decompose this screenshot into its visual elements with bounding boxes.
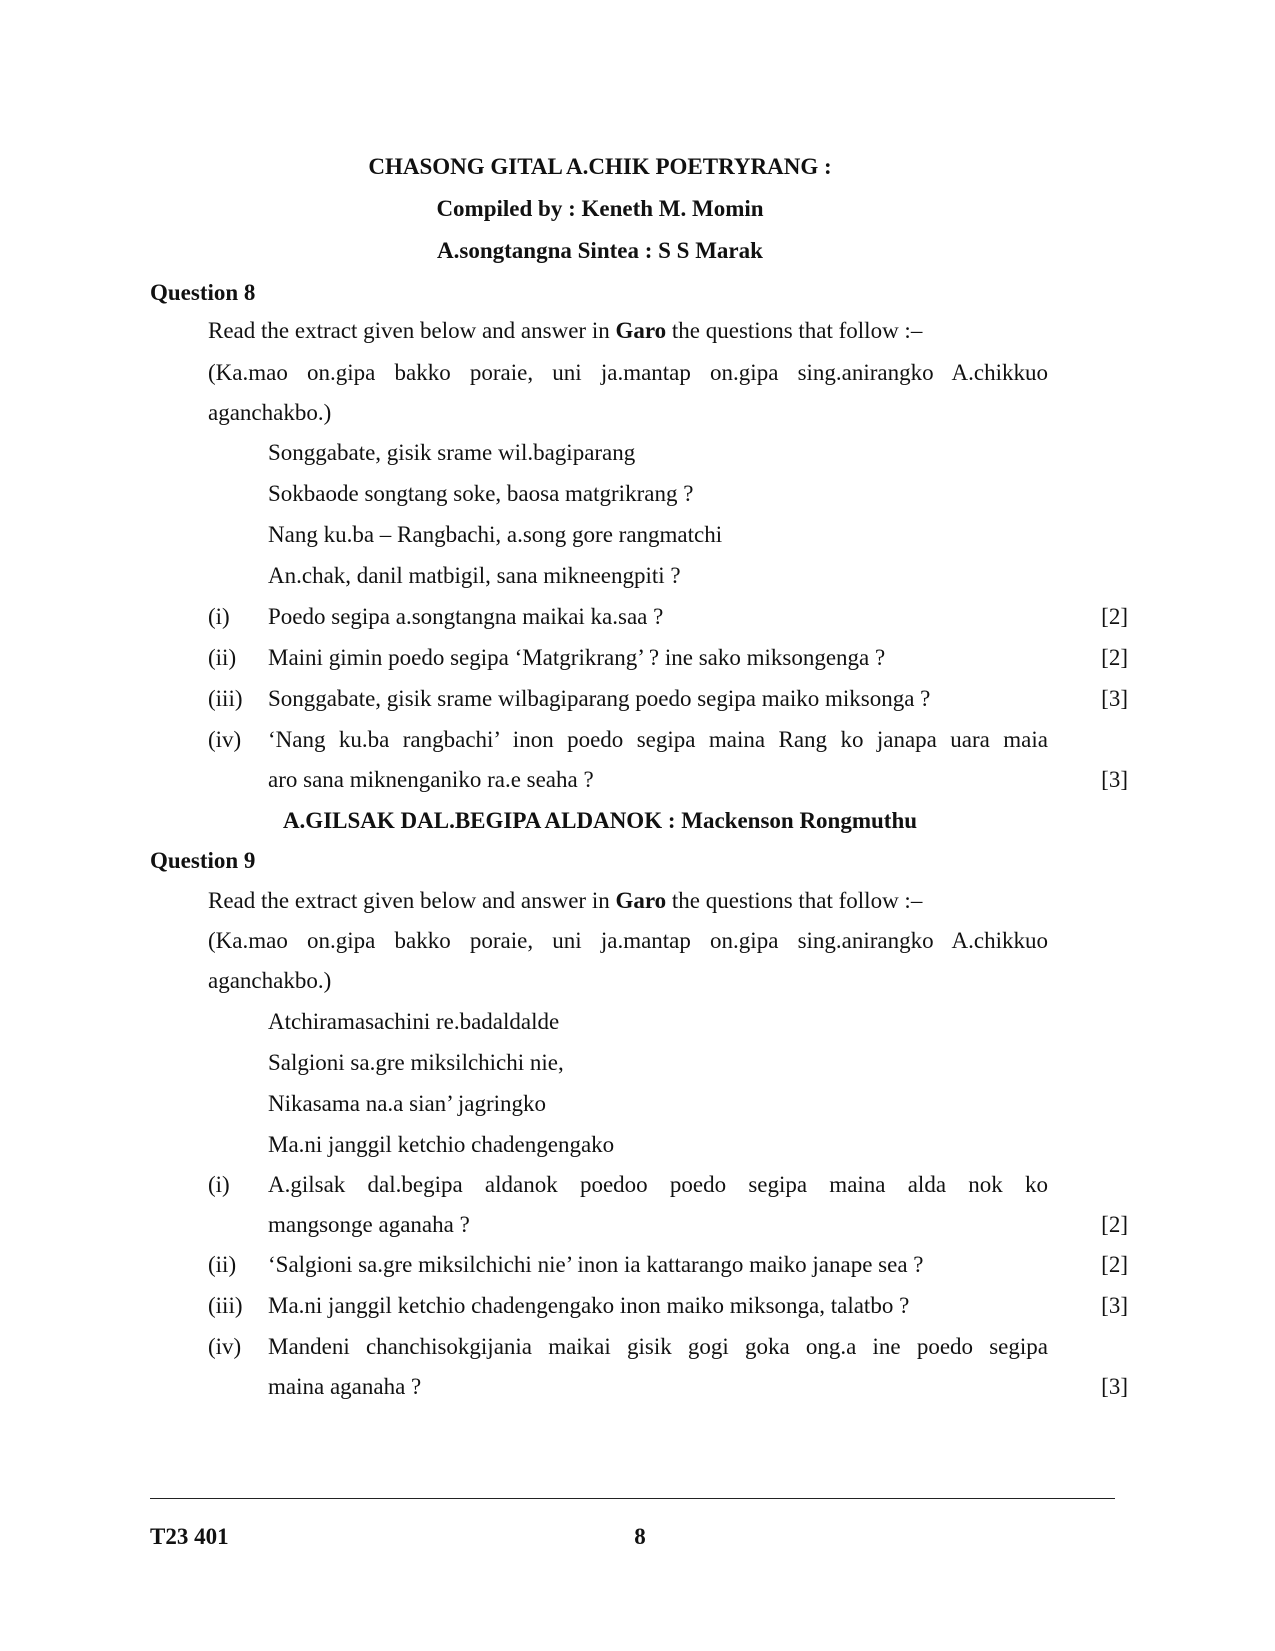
q9-item-number: (iii) bbox=[208, 1293, 243, 1318]
q8-item-marks: [3] bbox=[1101, 686, 1128, 711]
q8-instruction: Read the extract given below and answer in Garo the questions that follow :– bbox=[208, 318, 923, 343]
q9-item-marks: [3] bbox=[1101, 1374, 1128, 1399]
q9-item-number: (ii) bbox=[208, 1252, 237, 1277]
q8-item-marks: [2] bbox=[1101, 645, 1128, 670]
q9-item-marks: [2] bbox=[1101, 1212, 1128, 1237]
q9-item-text-continued: mangsonge aganaha ? bbox=[268, 1212, 470, 1237]
q8-item-number: (i) bbox=[208, 604, 230, 629]
compiled-by: Compiled by : Keneth M. Momin bbox=[436, 196, 764, 221]
q8-poem-line: An.chak, danil matbigil, sana mikneengpiti ? bbox=[268, 563, 681, 588]
q8-item-text-continued: aro sana miknenganiko ra.e seaha ? bbox=[268, 767, 594, 792]
question-8-heading: Question 8 bbox=[150, 280, 256, 305]
q8-item-text: Maini gimin poedo segipa ‘Matgrikrang’ ? ine sako miksongenga ? bbox=[268, 645, 886, 670]
q8-item-text: ‘Nang ku.ba rangbachi’ inon poedo segipa maina Rang ko janapa uara maia bbox=[268, 727, 1048, 752]
q8-note-line1: (Ka.mao on.gipa bakko poraie, uni ja.mantap on.gipa sing.anirangko A.chikkuo bbox=[208, 360, 1048, 385]
songtangna-sintea: A.songtangna Sintea : S S Marak bbox=[437, 238, 763, 263]
q9-item-marks: [3] bbox=[1101, 1293, 1128, 1318]
q9-item-text: Mandeni chanchisokgijania maikai gisik gogi goka ong.a ine poedo segipa bbox=[268, 1334, 1048, 1359]
q9-item-text: Ma.ni janggil ketchio chadengengako inon maiko miksonga, talatbo ? bbox=[268, 1293, 910, 1318]
q9-poem-line: Atchiramasachini re.badaldalde bbox=[268, 1009, 560, 1034]
q9-item-marks: [2] bbox=[1101, 1252, 1128, 1277]
section-title: A.GILSAK DAL.BEGIPA ALDANOK : Mackenson Rongmuthu bbox=[282, 808, 918, 833]
q9-note-line2: aganchakbo.) bbox=[208, 968, 332, 993]
section-title: CHASONG GITAL A.CHIK POETRYRANG : bbox=[368, 154, 832, 179]
q8-item-text: Songgabate, gisik srame wilbagiparang poedo segipa maiko miksonga ? bbox=[268, 686, 931, 711]
q9-item-text: ‘Salgioni sa.gre miksilchichi nie’ inon ia kattarango maiko janape sea ? bbox=[268, 1252, 924, 1277]
q9-poem-line: Salgioni sa.gre miksilchichi nie, bbox=[268, 1050, 564, 1075]
q9-item-text: A.gilsak dal.begipa aldanok poedoo poedo segipa maina alda nok ko bbox=[268, 1172, 1048, 1197]
q9-instruction: Read the extract given below and answer in Garo the questions that follow :– bbox=[208, 888, 923, 913]
q9-poem-line: Ma.ni janggil ketchio chadengengako bbox=[268, 1132, 615, 1157]
q8-item-marks: [3] bbox=[1101, 767, 1128, 792]
q8-poem-line: Songgabate, gisik srame wil.bagiparang bbox=[268, 440, 636, 465]
q8-item-marks: [2] bbox=[1101, 604, 1128, 629]
q8-poem-line: Sokbaode songtang soke, baosa matgrikrang ? bbox=[268, 481, 694, 506]
q9-item-text-continued: maina aganaha ? bbox=[268, 1374, 422, 1399]
q8-note-line2: aganchakbo.) bbox=[208, 400, 332, 425]
q9-item-number: (iv) bbox=[208, 1334, 242, 1359]
paper-code: T23 401 bbox=[150, 1524, 229, 1549]
q8-item-number: (ii) bbox=[208, 645, 237, 670]
q9-note-line1: (Ka.mao on.gipa bakko poraie, uni ja.mantap on.gipa sing.anirangko A.chikkuo bbox=[208, 928, 1048, 953]
q8-item-number: (iii) bbox=[208, 686, 243, 711]
q8-item-number: (iv) bbox=[208, 727, 242, 752]
q9-poem-line: Nikasama na.a sian’ jagringko bbox=[268, 1091, 547, 1116]
question-9-heading: Question 9 bbox=[150, 848, 256, 873]
q8-poem-line: Nang ku.ba – Rangbachi, a.song gore rangmatchi bbox=[268, 522, 723, 547]
footer-divider bbox=[150, 1498, 1115, 1499]
page-number: 8 bbox=[634, 1524, 646, 1549]
q8-item-text: Poedo segipa a.songtangna maikai ka.saa ? bbox=[268, 604, 664, 629]
q9-item-number: (i) bbox=[208, 1172, 230, 1197]
